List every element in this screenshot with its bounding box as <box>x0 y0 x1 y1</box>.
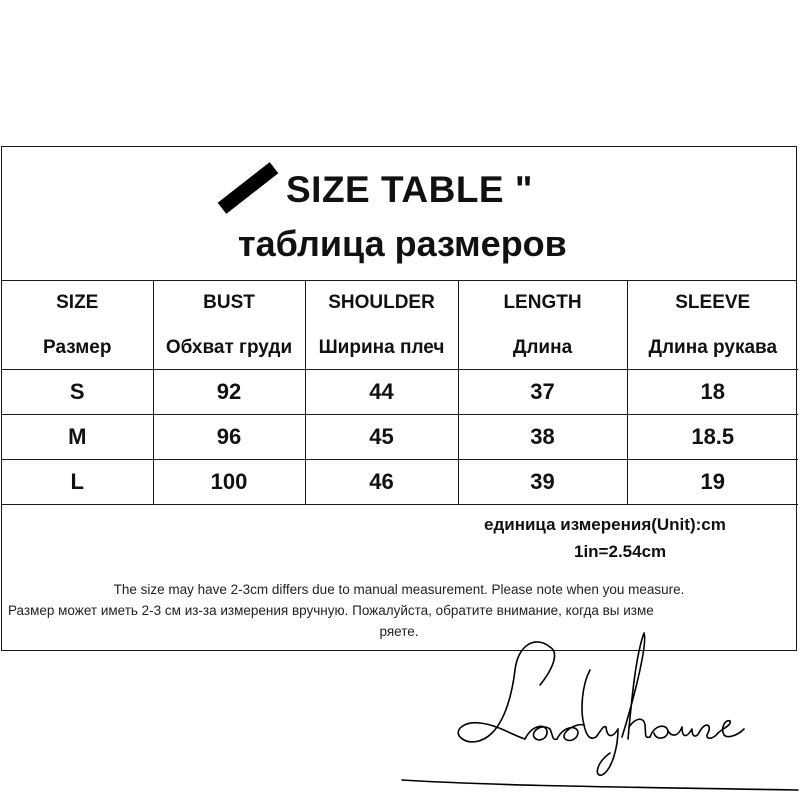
cell-sleeve: 18 <box>627 370 798 415</box>
header-bust <box>153 281 305 370</box>
measurement-note-russian-continued: ряете. <box>379 624 419 639</box>
measurement-note-english: The size may have 2-3cm differs due to manual measurement. Please note when you measure. <box>113 582 685 597</box>
header-label-ru: Обхват груди <box>165 337 293 358</box>
cell-shoulder: 44 <box>305 370 458 415</box>
header-label-en: SHOULDER <box>328 292 435 313</box>
title-block <box>2 147 796 281</box>
header-sleeve <box>627 281 798 370</box>
header-label-ru: Длина <box>512 337 573 358</box>
cell-size: M <box>2 415 153 460</box>
table-row <box>2 370 798 415</box>
header-label-en: BUST <box>203 292 255 313</box>
table-row <box>2 460 798 505</box>
cell-length: 38 <box>458 415 627 460</box>
cell-size: S <box>2 370 153 415</box>
measurement-note-russian: Размер может иметь 2-3 см из-за измерения вручную. Пожалуйста, обратите внимание, когда вы изме <box>8 603 654 618</box>
cell-length: 37 <box>458 370 627 415</box>
title-russian: таблица размеров <box>238 223 567 264</box>
header-label-ru: Длина рукава <box>648 337 778 358</box>
cell-size: L <box>2 460 153 505</box>
size-table <box>2 281 798 505</box>
unit-label: единица измерения(Unit):cm <box>484 515 726 534</box>
cell-bust: 92 <box>153 370 305 415</box>
cell-bust: 96 <box>153 415 305 460</box>
header-length <box>458 281 627 370</box>
brand-signature-logo <box>400 625 800 800</box>
table-header-row <box>2 281 798 370</box>
title-english: SIZE TABLE " <box>286 169 533 210</box>
header-label-ru: Ширина плеч <box>318 337 445 358</box>
cell-bust: 100 <box>153 460 305 505</box>
header-shoulder <box>305 281 458 370</box>
slash-icon <box>218 162 279 214</box>
cell-sleeve: 19 <box>627 460 798 505</box>
header-label-en: LENGTH <box>503 292 582 313</box>
header-label-en: SIZE <box>56 292 99 313</box>
cell-shoulder: 46 <box>305 460 458 505</box>
cell-sleeve: 18.5 <box>627 415 798 460</box>
header-label-ru: Размер <box>43 337 112 358</box>
unit-conversion: 1in=2.54cm <box>574 542 667 561</box>
cell-shoulder: 45 <box>305 415 458 460</box>
header-size <box>2 281 153 370</box>
table-row <box>2 415 798 460</box>
header-label-en: SLEEVE <box>675 292 751 313</box>
cell-length: 39 <box>458 460 627 505</box>
size-chart <box>1 146 797 651</box>
